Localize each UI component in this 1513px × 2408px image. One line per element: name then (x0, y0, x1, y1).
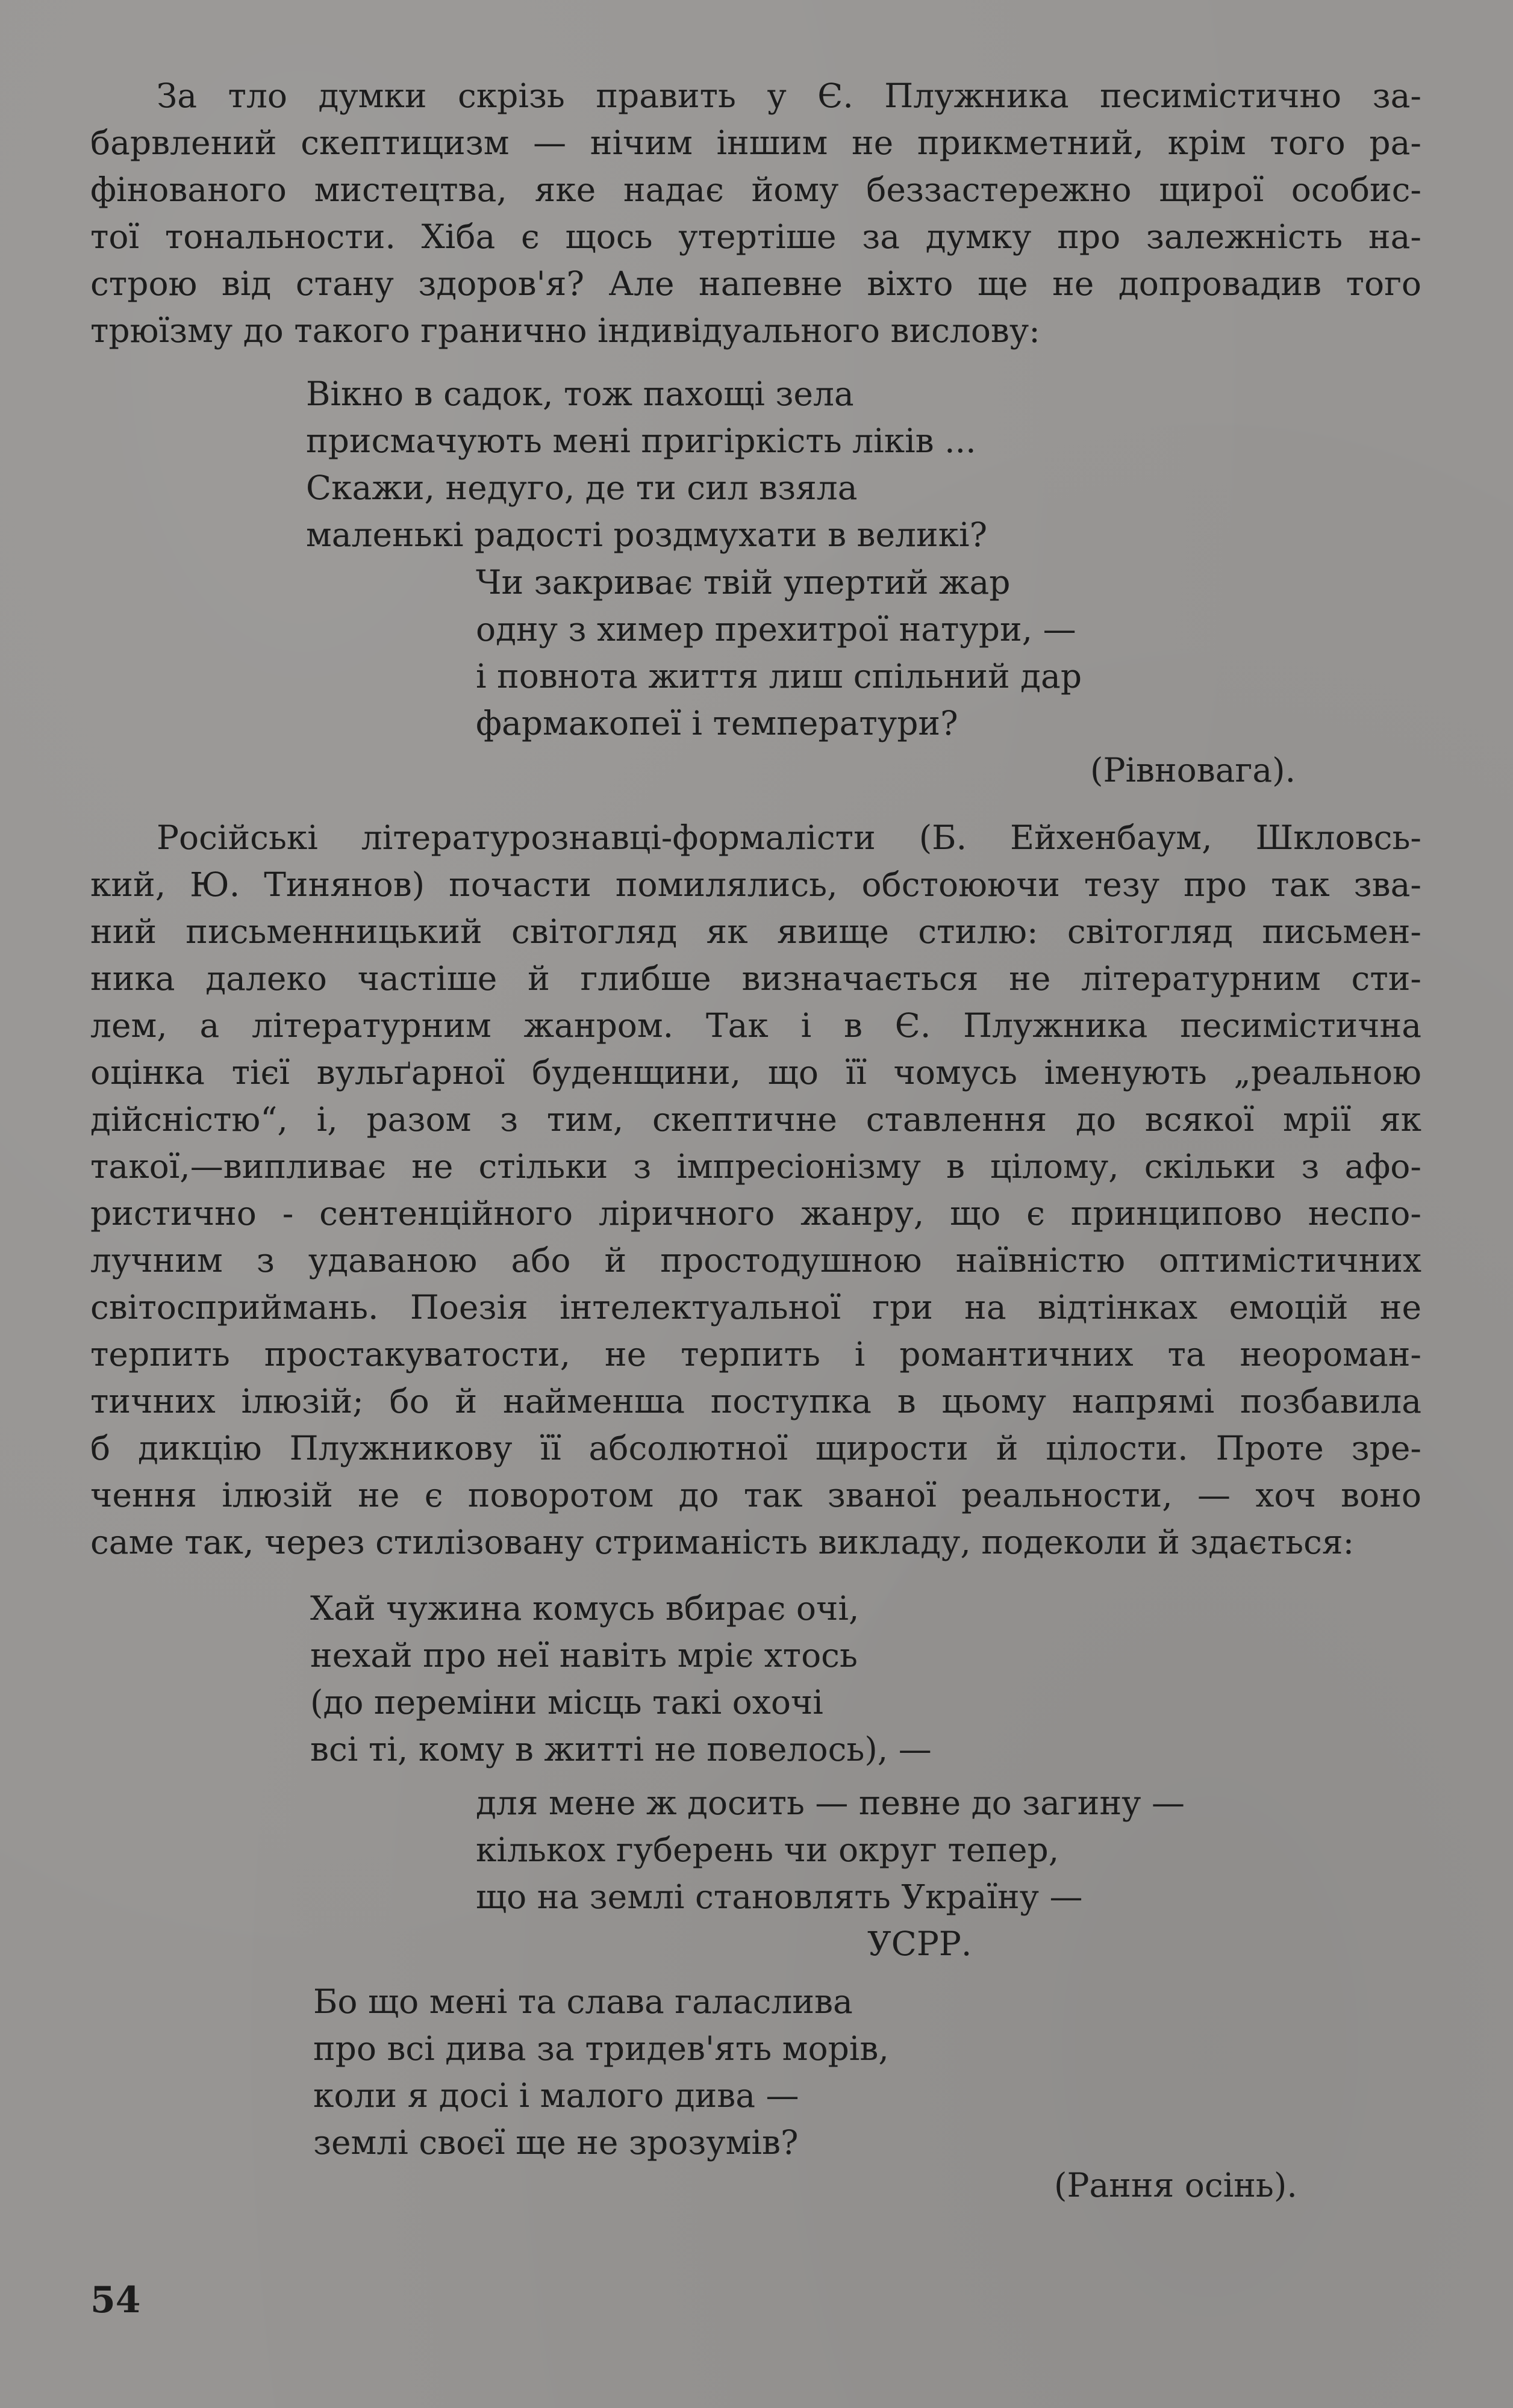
paragraph-2-line: ний письменницький світогляд як явище стилю: світогляд письмен- (90, 912, 1421, 951)
paragraph-2-line: терпить простакуватости, не терпить і романтичних та неороман- (90, 1335, 1421, 1374)
paragraph-2-line: лучним з удаваною або й простодушною наївністю оптимістичних (90, 1241, 1421, 1280)
poem-1-stanza-2 (476, 559, 1082, 747)
poem-line: коли я досі і малого дива — (313, 2076, 799, 2115)
paragraph-1-line: За тло думки скрізь править у Є. Плужника песимістично за- (157, 76, 1421, 115)
poem-line: присмачують мені пригіркість ліків ... (306, 422, 976, 460)
paragraph-2-line: такої,—випливає не стільки з імпресіонізму в цілому, скільки з афо- (90, 1147, 1421, 1186)
paragraph-2-line: б дикцію Плужникову її абсолютної щирости й цілости. Проте зре- (90, 1429, 1421, 1467)
paragraph-1-line: фінованого мистецтва, яке надає йому беззастережно щирої особис- (90, 170, 1421, 209)
poem-2-usrr-line: УСРР. (867, 1924, 972, 1963)
page-number: 54 (90, 2279, 141, 2321)
poem-line: і повнота життя лиш спільний дар (476, 657, 1082, 695)
poem-line: землі своєї ще не зрозумів? (313, 2123, 799, 2162)
poem-line: Вікно в садок, тож пахощі зела (306, 375, 854, 413)
poem-line: одну з химер прехитрої натури, — (476, 610, 1076, 649)
paragraph-2-line: кий, Ю. Тинянов) почасти помилялись, обстоюючи тезу про так зва- (90, 865, 1421, 904)
poem-line: Бо що мені та слава галаслива (313, 1982, 853, 2021)
poem-line: маленькі радості роздмухати в великі? (306, 515, 988, 554)
poem-2-source: (Рання осінь). (1054, 2166, 1297, 2204)
paragraph-2-line: тичних ілюзій; бо й найменша поступка в цьому напрямі позбавила (90, 1382, 1421, 1420)
poem-line: для мене ж досить — певне до загину — (476, 1784, 1185, 1822)
poem-line: кількох губерень чи округ тепер, (476, 1831, 1059, 1869)
paragraph-2-line: саме так, через стилізовану стриманість викладу, подеколи й здається: (90, 1523, 1355, 1561)
poem-1-source: (Рівновага). (1090, 751, 1296, 789)
poem-line: (до переміни місць такі охочі (310, 1683, 823, 1722)
paragraph-2-line: оцінка тієї вульґарної буденщини, що її чомусь іменують „реальною (90, 1053, 1421, 1092)
poem-2-stanza-1 (310, 1585, 932, 1773)
poem-line: про всі дива за тридев'ять морів, (313, 2029, 889, 2068)
paragraph-2-line: чення ілюзій не є поворотом до так званої реальности, — хоч воно (90, 1476, 1421, 1514)
poem-line: нехай про неї навіть мріє хтось (310, 1636, 858, 1675)
paragraph-2-line: ристично - сентенційного ліричного жанру, що є принципово неспо- (90, 1194, 1421, 1233)
paragraph-1-line: барвлений скептицизм — нічим іншим не прикметний, крім того ра- (90, 123, 1421, 162)
poem-2-stanza-3 (313, 1978, 889, 2166)
paragraph-2-line: Російські літературознавці-формалісти (Б. Ейхенбаум, Шкловсь- (157, 818, 1421, 857)
poem-1-stanza-1 (306, 370, 987, 558)
paragraph-1-line: строю від стану здоров'я? Але напевне віхто ще не допровадив того (90, 264, 1421, 303)
poem-line: Чи закриває твій упертий жар (476, 563, 1011, 602)
poem-2-stanza-2 (476, 1779, 1185, 1920)
paragraph-2-line: світосприймань. Поезія інтелектуальної гри на відтінках емоцій не (90, 1288, 1421, 1327)
paragraph-2-line: лем, а літературним жанром. Так і в Є. Плужника песимістична (90, 1006, 1421, 1045)
paragraph-1-line: тої тональности. Хіба є щось утертіше за думку про залежність на- (90, 217, 1421, 256)
paragraph-1 (90, 72, 1421, 354)
poem-line: що на землі становлять Україну — (476, 1878, 1083, 1916)
poem-line: Скажи, недуго, де ти сил взяла (306, 468, 858, 507)
poem-line: Хай чужина комусь вбирає очі, (310, 1589, 859, 1628)
paragraph-2-line: дійсністю“, і, разом з тим, скептичне ставлення до всякої мрії як (90, 1100, 1421, 1139)
paragraph-1-line: трюїзму до такого гранично індивідуального вислову: (90, 311, 1040, 350)
poem-line: фармакопеї і температури? (476, 704, 958, 742)
paragraph-2-line: ника далеко частіше й глибше визначається не літературним сти- (90, 959, 1421, 998)
poem-line: всі ті, кому в житті не повелось), — (310, 1730, 932, 1769)
paragraph-2 (90, 814, 1421, 1566)
